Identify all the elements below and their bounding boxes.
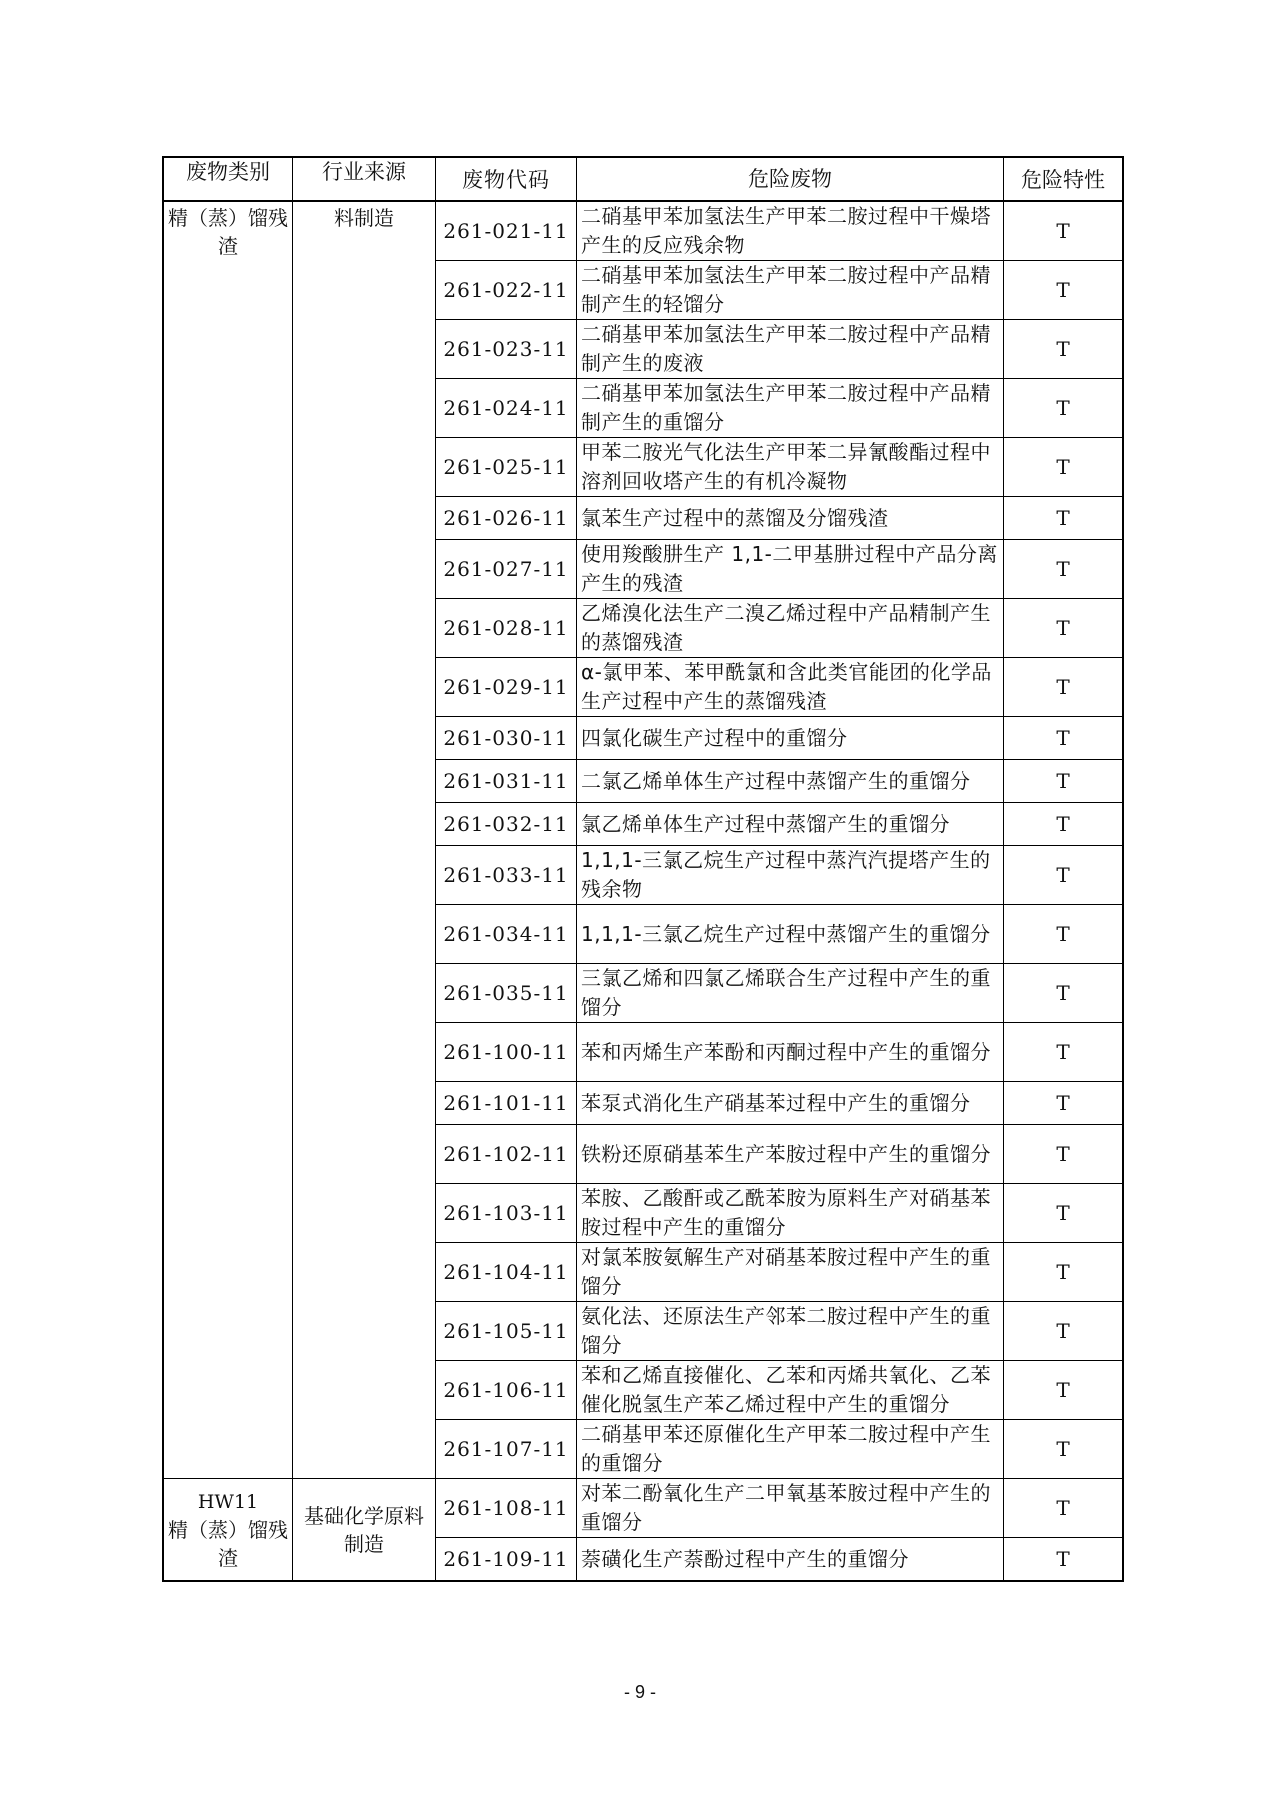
waste-cell xyxy=(577,1479,1004,1538)
code-cell: 261-030-11 xyxy=(436,717,577,760)
code-cell: 261-021-11 xyxy=(436,201,577,261)
code-cell: 261-028-11 xyxy=(436,599,577,658)
waste-description: 1,1,1-三氯乙烷生产过程中蒸馏产生的重馏分 xyxy=(581,921,991,946)
waste-cell xyxy=(577,497,1004,540)
waste-description: 二硝基甲苯还原催化生产甲苯二胺过程中产生的重馏分 xyxy=(581,1422,991,1475)
waste-cell xyxy=(577,717,1004,760)
category-cell-1 xyxy=(163,201,293,1479)
waste-description: 氨化法、还原法生产邻苯二胺过程中产生的重馏分 xyxy=(581,1304,991,1357)
header-source: 行业来源 xyxy=(293,157,436,201)
table-row xyxy=(163,1479,1123,1538)
header-hazard: 危险特性 xyxy=(1004,157,1124,201)
code-cell: 261-032-11 xyxy=(436,803,577,846)
waste-table xyxy=(162,156,1124,1582)
hazard-cell: T xyxy=(1004,261,1124,320)
page-number: - 9 - xyxy=(623,1682,656,1702)
source-label: 基础化学原料制造 xyxy=(304,1503,424,1556)
waste-description: 氯苯生产过程中的蒸馏及分馏残渣 xyxy=(581,505,889,530)
waste-description: 对苯二酚氧化生产二甲氧基苯胺过程中产生的重馏分 xyxy=(581,1481,991,1534)
waste-description: 使用羧酸肼生产 1,1-二甲基肼过程中产品分离产生的残渣 xyxy=(581,542,998,595)
header-category: 废物类别 xyxy=(163,157,293,201)
code-cell: 261-109-11 xyxy=(436,1538,577,1582)
waste-description: 氯乙烯单体生产过程中蒸馏产生的重馏分 xyxy=(581,811,950,836)
code-cell: 261-029-11 xyxy=(436,658,577,717)
source-cell-1 xyxy=(293,201,436,1479)
waste-description: 乙烯溴化法生产二溴乙烯过程中产品精制产生的蒸馏残渣 xyxy=(581,601,991,654)
hazard-cell: T xyxy=(1004,201,1124,261)
code-cell: 261-027-11 xyxy=(436,540,577,599)
code-cell: 261-108-11 xyxy=(436,1479,577,1538)
hazard-cell: T xyxy=(1004,658,1124,717)
waste-cell xyxy=(577,1302,1004,1361)
code-cell: 261-033-11 xyxy=(436,846,577,905)
code-cell: 261-026-11 xyxy=(436,497,577,540)
waste-cell xyxy=(577,964,1004,1023)
code-cell: 261-024-11 xyxy=(436,379,577,438)
waste-cell xyxy=(577,1420,1004,1479)
waste-cell xyxy=(577,1082,1004,1125)
hazard-cell: T xyxy=(1004,1082,1124,1125)
waste-description: 二硝基甲苯加氢法生产甲苯二胺过程中干燥塔产生的反应残余物 xyxy=(581,204,991,257)
hazard-cell: T xyxy=(1004,1023,1124,1082)
code-cell: 261-101-11 xyxy=(436,1082,577,1125)
hazard-cell: T xyxy=(1004,1420,1124,1479)
waste-description: 苯和乙烯直接催化、乙苯和丙烯共氧化、乙苯催化脱氢生产苯乙烯过程中产生的重馏分 xyxy=(581,1363,991,1416)
code-cell: 261-023-11 xyxy=(436,320,577,379)
code-cell: 261-034-11 xyxy=(436,905,577,964)
waste-description: 苯和丙烯生产苯酚和丙酮过程中产生的重馏分 xyxy=(581,1039,991,1064)
hazard-cell: T xyxy=(1004,1479,1124,1538)
hazard-cell: T xyxy=(1004,846,1124,905)
waste-cell xyxy=(577,320,1004,379)
waste-description: 甲苯二胺光气化法生产甲苯二异氰酸酯过程中溶剂回收塔产生的有机冷凝物 xyxy=(581,440,991,493)
hazard-cell: T xyxy=(1004,379,1124,438)
table-row xyxy=(163,201,1123,261)
code-cell: 261-104-11 xyxy=(436,1243,577,1302)
hazard-cell: T xyxy=(1004,1184,1124,1243)
waste-cell xyxy=(577,438,1004,497)
waste-description: 二硝基甲苯加氢法生产甲苯二胺过程中产品精制产生的重馏分 xyxy=(581,381,991,434)
waste-description: α-氯甲苯、苯甲酰氯和含此类官能团的化学品生产过程中产生的蒸馏残渣 xyxy=(581,660,992,713)
source-cell-2 xyxy=(293,1479,436,1582)
hazard-cell: T xyxy=(1004,320,1124,379)
waste-description: 铁粉还原硝基苯生产苯胺过程中产生的重馏分 xyxy=(581,1141,991,1166)
waste-cell xyxy=(577,1361,1004,1420)
waste-description: 萘磺化生产萘酚过程中产生的重馏分 xyxy=(581,1546,909,1571)
code-cell: 261-103-11 xyxy=(436,1184,577,1243)
hazard-cell: T xyxy=(1004,1302,1124,1361)
waste-cell xyxy=(577,201,1004,261)
hazard-cell: T xyxy=(1004,964,1124,1023)
code-cell: 261-025-11 xyxy=(436,438,577,497)
hazard-cell: T xyxy=(1004,599,1124,658)
hazard-cell: T xyxy=(1004,803,1124,846)
hazard-cell: T xyxy=(1004,497,1124,540)
waste-description: 1,1,1-三氯乙烷生产过程中蒸汽汽提塔产生的残余物 xyxy=(581,848,991,901)
code-cell: 261-031-11 xyxy=(436,760,577,803)
hazard-cell: T xyxy=(1004,438,1124,497)
waste-cell xyxy=(577,599,1004,658)
waste-description: 二氯乙烯单体生产过程中蒸馏产生的重馏分 xyxy=(581,768,971,793)
waste-description: 二硝基甲苯加氢法生产甲苯二胺过程中产品精制产生的废液 xyxy=(581,322,991,375)
hazard-cell: T xyxy=(1004,760,1124,803)
waste-cell xyxy=(577,540,1004,599)
waste-cell xyxy=(577,1023,1004,1082)
waste-description: 对氯苯胺氨解生产对硝基苯胺过程中产生的重馏分 xyxy=(581,1245,991,1298)
waste-description: 苯胺、乙酸酐或乙酰苯胺为原料生产对硝基苯胺过程中产生的重馏分 xyxy=(581,1186,991,1239)
category-label: 精（蒸）馏残渣 xyxy=(168,206,288,258)
hazard-cell: T xyxy=(1004,540,1124,599)
waste-description: 二硝基甲苯加氢法生产甲苯二胺过程中产品精制产生的轻馏分 xyxy=(581,263,991,316)
waste-cell xyxy=(577,1125,1004,1184)
waste-cell xyxy=(577,760,1004,803)
waste-cell xyxy=(577,658,1004,717)
hazard-cell: T xyxy=(1004,717,1124,760)
source-label: 料制造 xyxy=(334,206,394,230)
hazard-cell: T xyxy=(1004,1243,1124,1302)
code-cell: 261-102-11 xyxy=(436,1125,577,1184)
hazard-cell: T xyxy=(1004,1538,1124,1582)
waste-cell xyxy=(577,905,1004,964)
waste-cell xyxy=(577,1538,1004,1582)
waste-cell xyxy=(577,379,1004,438)
hazard-cell: T xyxy=(1004,1361,1124,1420)
waste-cell xyxy=(577,1243,1004,1302)
category-cell-2 xyxy=(163,1479,293,1582)
waste-description: 三氯乙烯和四氯乙烯联合生产过程中产生的重馏分 xyxy=(581,966,991,1019)
waste-description: 苯泵式消化生产硝基苯过程中产生的重馏分 xyxy=(581,1090,971,1115)
code-cell: 261-105-11 xyxy=(436,1302,577,1361)
code-cell: 261-035-11 xyxy=(436,964,577,1023)
hazard-cell: T xyxy=(1004,1125,1124,1184)
code-cell: 261-106-11 xyxy=(436,1361,577,1420)
code-cell: 261-100-11 xyxy=(436,1023,577,1082)
code-cell: 261-022-11 xyxy=(436,261,577,320)
table-header-row xyxy=(163,157,1123,201)
waste-cell xyxy=(577,846,1004,905)
header-code: 废物代码 xyxy=(436,157,577,201)
header-waste: 危险废物 xyxy=(577,157,1004,201)
waste-cell xyxy=(577,803,1004,846)
hazard-cell: T xyxy=(1004,905,1124,964)
waste-description: 四氯化碳生产过程中的重馏分 xyxy=(581,725,848,750)
category-label: 精（蒸）馏残渣 xyxy=(168,1517,288,1570)
waste-cell xyxy=(577,1184,1004,1243)
category-code: HW11 xyxy=(197,1490,259,1513)
code-cell: 261-107-11 xyxy=(436,1420,577,1479)
waste-cell xyxy=(577,261,1004,320)
